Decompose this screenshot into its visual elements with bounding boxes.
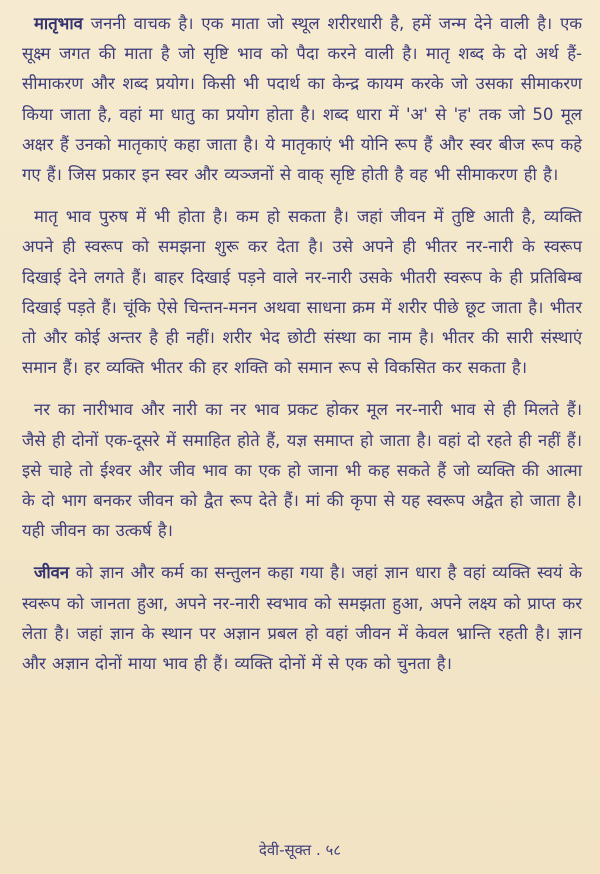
- paragraph-nar-naribhav: [22, 395, 582, 546]
- paragraph-text: मातृ भाव पुरुष में भी होता है। कम हो सकता है। जहां जीवन में तुष्टि आती है, व्यक्ति अपने ही स्वरूप को समझना शुरू कर देता है। उसे अपने ही भीतर नर-नारी के स्वरूप दिखाई देने लगते हैं। बाहर दिखाई पड़ने वाले नर-नारी उसके भीतरी स्वरूप के ही प्रतिबिम्ब दिखाई पड़ते हैं। चूंकि ऐसे चिन्तन-मनन अथवा साधना क्रम में शरीर पीछे छूट जाता है। भीतर तो और कोई अन्तर है ही नहीं। शरीर भेद छोटी संस्था का नाम है। भीतर की सारी संस्थाएं समान हैं। हर व्यक्ति भीतर की हर शक्ति को समान रूप से विकसित कर सकता है।: [22, 207, 582, 378]
- paragraph-matri-bhav-purush: [22, 202, 582, 383]
- paragraph-matribhav: [22, 9, 582, 190]
- paragraph-text: नर का नारीभाव और नारी का नर भाव प्रकट होकर मूल नर-नारी भाव से ही मिलते हैं। जैसे ही दोनों एक-दूसरे में समाहित होते हैं, यज्ञ समाप्त हो जाता है। वहां दो रहते ही नहीं हैं। इसे चाहे तो ईश्वर और जीव भाव का एक हो जाना भी कह सकते हैं जो व्यक्ति की आत्मा के दो भाग बनकर जीवन को द्वैत रूप देते हैं। मां की कृपा से यह स्वरूप अद्वैत हो जाता है। यही जीवन का उत्कर्ष है।: [22, 400, 582, 541]
- paragraph-text: जननी वाचक है। एक माता जो स्थूल शरीरधारी है, हमें जन्म देने वाली है। एक सूक्ष्म जगत की माता है जो सृष्टि भाव को पैदा करने वाली है। मातृ शब्द के दो अर्थ हैं-सीमाकरण और शब्द प्रयोग। किसी भी पदार्थ का केन्द्र कायम करके जो उसका सीमाकरण किया जाता है, वहां मा धातु का प्रयोग होता है। शब्द धारा में 'अ' से 'ह' तक जो 50 मूल अक्षर हैं उनको मातृकाएं कहा जाता है। ये मातृकाएं भी योनि रूप हैं और स्वर बीज रूप कहे गए हैं। जिस प्रकार इन स्वर और व्यञ्जनों से वाक् सृष्टि होती है वह भी सीमाकरण ही है।: [22, 14, 582, 185]
- page-footer: देवी-सूक्त . ५८: [258, 841, 342, 859]
- paragraph-lead-word: जीवन: [34, 563, 70, 583]
- paragraph-text: को ज्ञान और कर्म का सन्तुलन कहा गया है। जहां ज्ञान धारा है वहां व्यक्ति स्वयं के स्वरूप को जानता हुआ, अपने नर-नारी स्वभाव को समझता हुआ, अपने लक्ष्य को प्राप्त कर लेता है। जहां ज्ञान के स्थान पर अज्ञान प्रबल हो वहां जीवन में केवल भ्रान्ति रहती है। ज्ञान और अज्ञान दोनों माया भाव ही हैं। व्यक्ति दोनों में से एक को चुनता है।: [22, 563, 582, 674]
- paragraph-jeevan: [22, 558, 582, 679]
- paragraph-lead-word: मातृभाव: [34, 14, 83, 33]
